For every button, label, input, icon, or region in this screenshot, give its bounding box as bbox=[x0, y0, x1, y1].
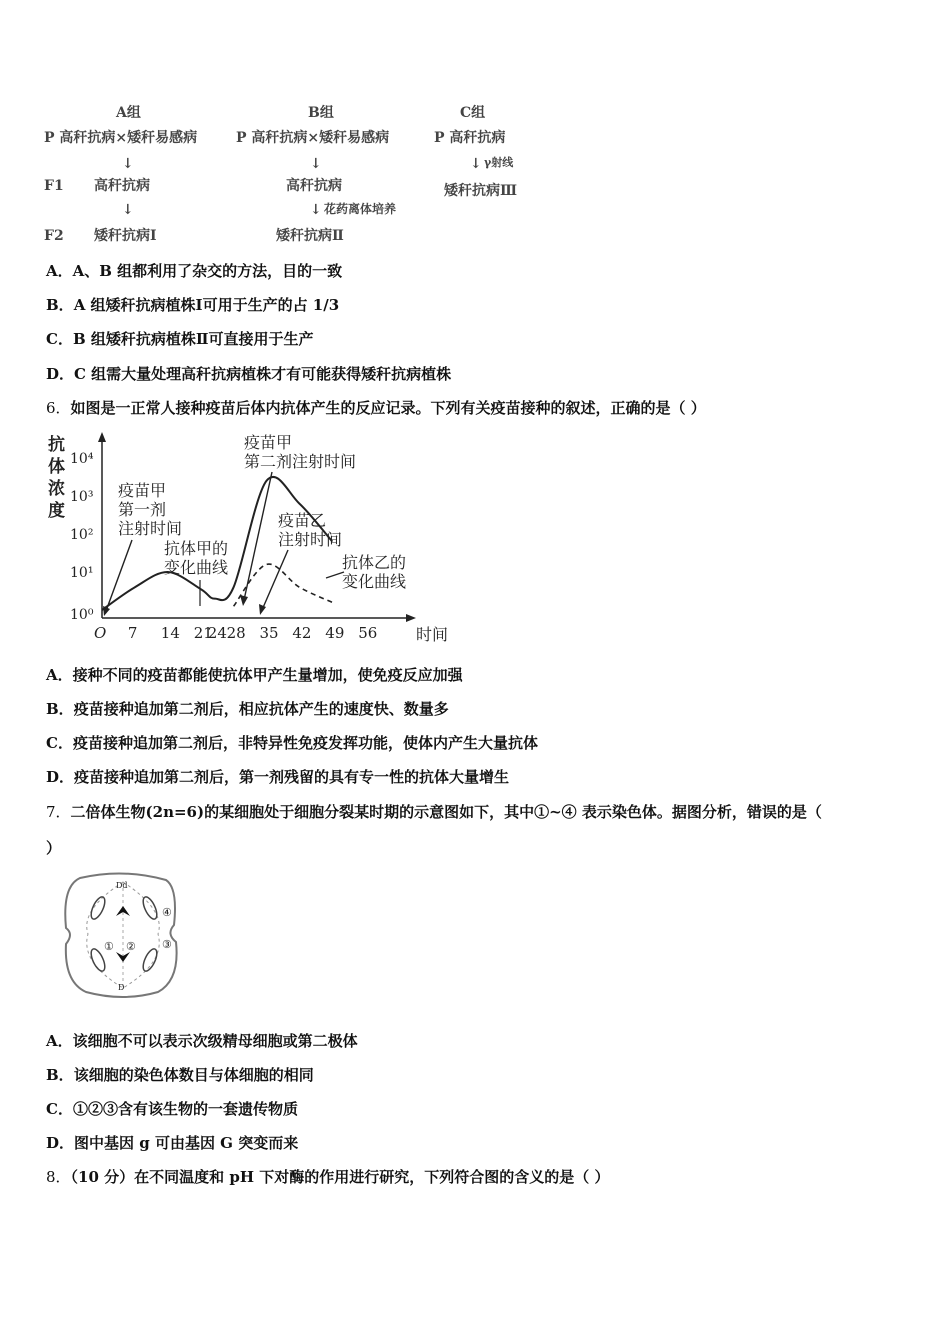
y-ticks bbox=[70, 451, 94, 623]
y-axis-label-char: 浓 bbox=[48, 479, 65, 499]
group-c-parents: P 高秆抗病 bbox=[434, 130, 506, 146]
y-axis-arrow-icon bbox=[98, 432, 106, 442]
group-a-f1: 高秆抗病 bbox=[94, 178, 150, 194]
x-tick-label: 24 bbox=[207, 624, 227, 642]
chromosome bbox=[88, 895, 107, 921]
q6-option-d: D．疫苗接种追加第二剂后，第一剂残留的具有专一性的抗体大量增生 bbox=[46, 768, 510, 786]
group-b-result: 矮秆抗病Ⅱ bbox=[276, 228, 344, 244]
arrow-down-icon: ↓ bbox=[470, 156, 482, 172]
chromosome bbox=[140, 895, 159, 921]
arrow-icon bbox=[103, 606, 110, 616]
y-tick-label: 10² bbox=[70, 527, 94, 543]
x-ticks bbox=[94, 624, 377, 642]
chromosome-3-label: ③ bbox=[162, 938, 172, 951]
q5-option-c: C．B 组矮秆抗病植株Ⅱ可直接用于生产 bbox=[46, 330, 314, 348]
x-tick-label: 49 bbox=[325, 624, 345, 642]
y-axis-label-char: 体 bbox=[48, 457, 65, 477]
f2-label: F2 bbox=[44, 228, 64, 244]
q5-option-b: B．A 组矮秆抗病植株Ⅰ可用于生产的占 1/3 bbox=[46, 296, 340, 314]
annotation-vaccine-a-dose2: 疫苗甲 第二剂注射时间 bbox=[244, 433, 357, 471]
q8-stem: 8．（10 分）在不同温度和 pH 下对酶的作用进行研究，下列符合图的含义的是（ ） bbox=[46, 1168, 610, 1186]
annotation-arrow bbox=[262, 550, 288, 610]
chromosome-2-label: ② bbox=[126, 940, 136, 953]
arrow-down-icon: ↓ bbox=[122, 156, 134, 172]
q6-option-b: B．疫苗接种追加第二剂后，相应抗体产生的速度快、数量多 bbox=[46, 700, 449, 718]
x-tick-label: 42 bbox=[292, 624, 312, 642]
group-a-title: A组 bbox=[116, 105, 141, 121]
annotation-vaccine-b: 疫苗乙 注射时间 bbox=[278, 511, 343, 549]
y-tick-label: 10³ bbox=[70, 489, 94, 505]
group-b-parents: P 高秆抗病×矮秆易感病 bbox=[236, 130, 390, 146]
q5-option-a: A．A、B 组都利用了杂交的方法，目的一致 bbox=[46, 262, 343, 280]
annotation-antibody-a-curve: 抗体甲的 变化曲线 bbox=[164, 539, 229, 577]
q6-option-c: C．疫苗接种追加第二剂后，非特异性免疫发挥功能，使体内产生大量抗体 bbox=[46, 734, 538, 752]
annotation-antibody-b-curve: 抗体乙的 变化曲线 bbox=[342, 553, 407, 591]
chromosome bbox=[140, 947, 159, 973]
y-tick-label: 10¹ bbox=[70, 565, 94, 581]
antibody-chart bbox=[44, 428, 449, 644]
q5-option-d: D．C 组需大量处理高秆抗病植株才有可能获得矮秆抗病植株 bbox=[46, 365, 452, 383]
group-c-result: 矮秆抗病Ⅲ bbox=[444, 183, 518, 199]
x-axis-arrow-icon bbox=[406, 614, 416, 622]
gene-label-bottom: D bbox=[118, 983, 125, 992]
gene-label-top: Dd bbox=[116, 881, 128, 890]
q7-stem-end: ） bbox=[46, 839, 62, 857]
cell-division-diagram bbox=[58, 870, 188, 1000]
q7-option-a: A．该细胞不可以表示次级精母细胞或第二极体 bbox=[46, 1032, 358, 1050]
x-tick-label: O bbox=[94, 624, 107, 642]
series-antibody-b-line bbox=[234, 564, 333, 606]
group-b-step: 花药离体培养 bbox=[324, 202, 397, 216]
x-tick-label: 21 bbox=[193, 624, 213, 642]
x-tick-label: 35 bbox=[259, 624, 279, 642]
cross-breeding-diagram bbox=[40, 100, 540, 248]
group-a-f2: 矮秆抗病Ⅰ bbox=[94, 228, 157, 244]
y-axis-label-char: 度 bbox=[48, 501, 65, 521]
chromosome-2-bottom bbox=[116, 952, 130, 962]
group-a-parents: P 高秆抗病×矮秆易感病 bbox=[44, 130, 198, 146]
arrow-down-icon: ↓ bbox=[122, 202, 134, 218]
q7-option-c: C．①②③含有该生物的一套遗传物质 bbox=[46, 1100, 298, 1118]
q6-option-a: A．接种不同的疫苗都能使抗体甲产生量增加，使免疫反应加强 bbox=[46, 666, 463, 684]
cell-membrane bbox=[65, 873, 176, 997]
chromosome-1-label: ① bbox=[104, 940, 114, 953]
x-axis-label: 时间 bbox=[416, 625, 449, 644]
y-tick-label: 10⁰ bbox=[70, 607, 94, 623]
y-axis-label-char: 抗 bbox=[48, 435, 65, 455]
group-b-f1: 高秆抗病 bbox=[286, 178, 342, 194]
x-tick-label: 7 bbox=[127, 624, 138, 642]
arrow-icon bbox=[240, 595, 248, 606]
arrow-icon bbox=[259, 604, 266, 615]
q7-option-d: D．图中基因 g 可由基因 G 突变而来 bbox=[46, 1134, 299, 1152]
arrow-down-icon: ↓ bbox=[310, 202, 322, 218]
chromosome-4-label: ④ bbox=[162, 906, 172, 919]
q7-option-b: B．该细胞的染色体数目与体细胞的相同 bbox=[46, 1066, 314, 1084]
annotation-vaccine-a-dose1: 疫苗甲 第一剂 注射时间 bbox=[118, 481, 183, 538]
y-tick-label: 10⁴ bbox=[70, 451, 94, 467]
x-tick-label: 14 bbox=[160, 624, 180, 642]
x-tick-label: 28 bbox=[226, 624, 246, 642]
x-tick-label: 56 bbox=[358, 624, 378, 642]
annotation-arrow bbox=[106, 540, 132, 611]
group-b-title: B组 bbox=[308, 105, 334, 121]
group-c-title: C组 bbox=[460, 105, 486, 121]
arrow-down-icon: ↓ bbox=[310, 156, 322, 172]
group-c-step: γ射线 bbox=[484, 156, 514, 169]
y-axis-label-chars bbox=[48, 434, 65, 521]
q6-stem: 6．如图是一正常人接种疫苗后体内抗体产生的反应记录。下列有关疫苗接种的叙述，正确的是（ ） bbox=[46, 399, 706, 417]
f1-label: F1 bbox=[44, 178, 64, 194]
q7-stem: 7．二倍体生物(2n=6)的某细胞处于细胞分裂某时期的示意图如下，其中①~④ 表示染色体。据图分析，错误的是（ bbox=[46, 803, 822, 821]
